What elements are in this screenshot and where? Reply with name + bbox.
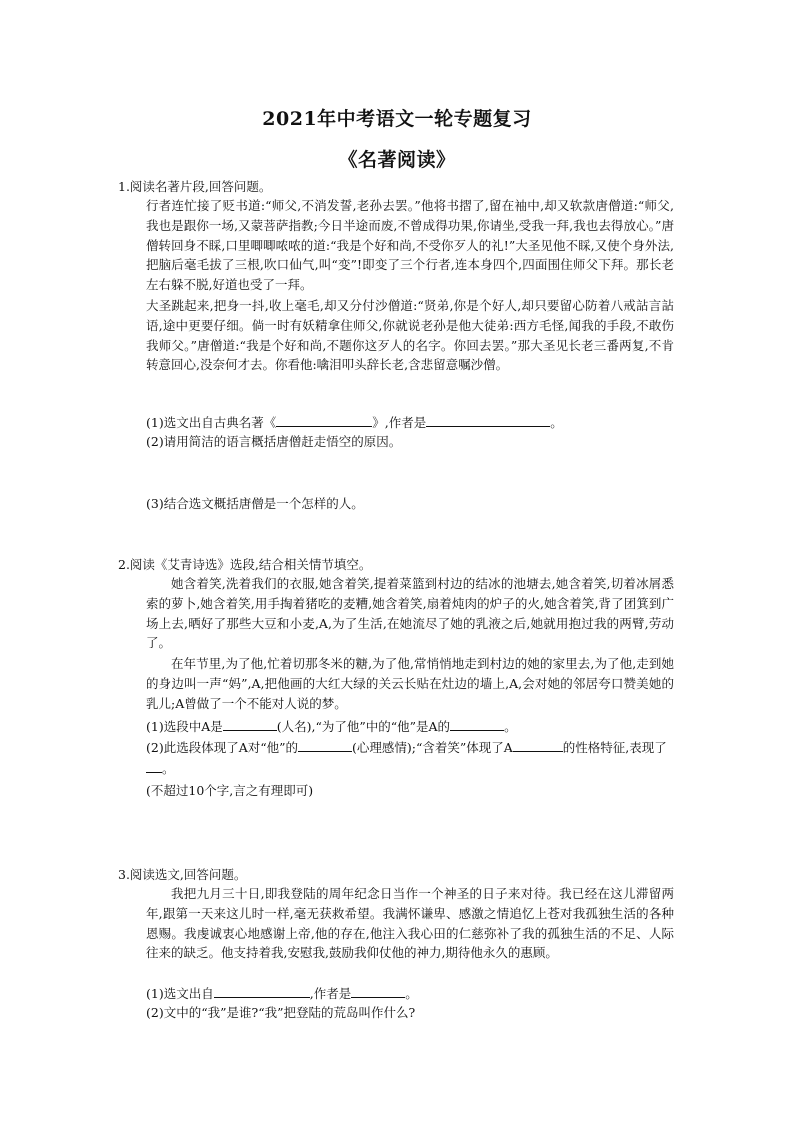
page-title: 2021年中考语文一轮专题复习: [262, 108, 532, 130]
sub-1-text-c: 。: [405, 986, 418, 1001]
sub-2-text-c: 的性格特征,表现了: [562, 740, 667, 755]
answer-blank-expression[interactable]: [146, 758, 162, 773]
question-2-passage-paragraph-2: 在年节里,为了他,忙着切那冬米的糖,为了他,常悄悄地走到村边的她的家里去,为了他,走到她的身边叫一声“妈”,A,把他画的大红大绿的关云长贴在灶边的墙上,A,会对她的邻居夸口赞美她的乳儿;A曾做了一个不能对人说的梦。: [146, 656, 674, 711]
answer-blank-source[interactable]: [214, 983, 310, 998]
sub-1-text-b: ,作者是: [309, 986, 352, 1001]
answer-blank-trait[interactable]: [513, 737, 563, 752]
question-2-sub-2: [146, 737, 674, 779]
question-3-sub-2: (2)文中的“我”是谁?“我”把登陆的荒岛叫作什么?: [146, 1005, 416, 1020]
page-subtitle: 《名著阅读》: [338, 149, 456, 171]
answer-blank-author[interactable]: [351, 983, 405, 998]
question-2-note: (不超过10个字,言之有理即可): [146, 783, 314, 798]
sub-1-text-a: (1)选段中A是: [146, 719, 223, 734]
sub-2-text-d: 。: [162, 760, 175, 776]
question-1-passage-paragraph-1: 行者连忙接了贬书道:“师父,不消发誓,老孙去罢。”他将书摺了,留在袖中,却又软款唐僧道:“师父,我也是跟你一场,又蒙菩萨指教;今日半途而废,不曾成得功果,你请坐,受我一拜,我也去得放心。”唐僧转回身不睬,口里唧唧哝哝的道:“我是个好和尚,不受你歹人的礼!”大圣见他不睬,又使个身外法,把脑后毫毛拔了三根,吹口仙气,叫“变”!即变了三个行者,连本身四个,四面围住师父下拜。那长老左右躲不脱,好道也受了一拜。: [146, 198, 674, 293]
question-2-sub-1: [146, 716, 674, 737]
answer-blank-relation[interactable]: [450, 716, 504, 731]
question-1-sub-1: [146, 412, 674, 433]
question-3-passage: 我把九月三十日,即我登陆的周年纪念日当作一个神圣的日子来对待。我已经在这儿滞留两年,跟第一天来这儿时一样,毫无获救希望。我满怀谦卑、感激之情追忆上苍对我孤独生活的各种恩赐。我虔诚衷心地感谢上帝,他的存在,他注入我心田的仁慈弥补了我的孤独生活的不足、人际往来的缺乏。他支持着我,安慰我,鼓励我仰仗他的神力,期待他永久的惠顾。: [146, 886, 674, 961]
answer-blank-name[interactable]: [223, 716, 277, 731]
answer-blank-book-title[interactable]: [276, 412, 372, 427]
question-1-passage-paragraph-2: 大圣跳起来,把身一抖,收上毫毛,却又分付沙僧道:“贤弟,你是个好人,却只要留心防着八戒詀言詀语,途中更要仔细。倘一时有妖精拿住师父,你就说老孙是他大徒弟:西方毛怪,闻我的手段,不敢伤我师父。”唐僧道:“我是个好和尚,不题你这歹人的名字。你回去罢。”那大圣见长老三番两复,不肯转意回心,没奈何才去。你看他:噙泪叩头辞长老,含悲留意嘱沙僧。: [146, 298, 674, 373]
sub-2-text-a: (2)此选段体现了A对“他”的: [146, 740, 299, 755]
sub-1-text-c: 。: [550, 415, 563, 430]
answer-blank-author[interactable]: [426, 412, 550, 427]
sub-1-text-a: (1)选文出自: [146, 986, 214, 1001]
question-2-heading: 2.阅读《艾青诗选》选段,结合相关情节填空。: [118, 557, 372, 572]
sub-1-text-b: 》,作者是: [372, 415, 427, 430]
sub-1-text-b: (人名),“为了他”中的“他”是A的: [276, 719, 451, 734]
answer-blank-emotion[interactable]: [298, 737, 352, 752]
sub-1-text-a: (1)选文出自古典名著《: [146, 415, 277, 430]
question-3-heading: 3.阅读选文,回答问题。: [118, 867, 247, 882]
question-3-sub-1: [146, 983, 674, 1004]
question-1-sub-2: (2)请用简洁的语言概括唐僧赶走悟空的原因。: [146, 434, 402, 449]
sub-1-text-c: 。: [504, 719, 517, 734]
sub-2-text-b: (心理感情);“含着笑”体现了A: [352, 740, 513, 755]
question-2-passage-paragraph-1: 她含着笑,洗着我们的衣服,她含着笑,提着菜篮到村边的结冰的池塘去,她含着笑,切着冰屑悉索的萝卜,她含着笑,用手掏着猪吃的麦糟,她含着笑,扇着炖肉的炉子的火,她含着笑,背了团箕到广场上去,晒好了那些大豆和小麦,A,为了生活,在她流尽了她的乳液之后,她就用抱过我的两臂,劳动了。: [146, 576, 674, 651]
question-1-heading: 1.阅读名著片段,回答问题。: [118, 179, 272, 194]
question-1-sub-3: (3)结合选文概括唐僧是一个怎样的人。: [146, 496, 364, 511]
